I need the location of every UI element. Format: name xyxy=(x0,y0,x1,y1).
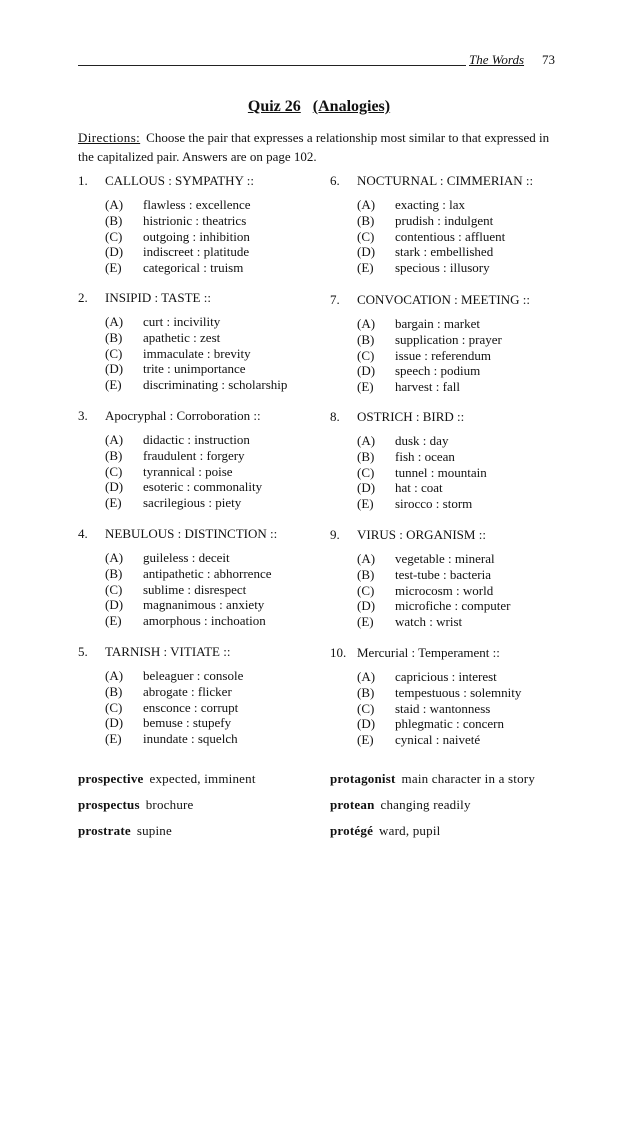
option-letter: (D) xyxy=(357,244,376,260)
option-a xyxy=(78,314,287,330)
option-letter: (B) xyxy=(105,212,123,228)
option-text: outgoing : inhibition xyxy=(143,228,250,244)
option-letter: (D) xyxy=(357,363,376,379)
option-list xyxy=(330,433,487,512)
question-stem-text: INSIPID : TASTE :: xyxy=(105,290,211,305)
question-number: 4. xyxy=(78,526,88,541)
question-number: 5. xyxy=(78,644,88,659)
option-list xyxy=(78,668,243,747)
option-e xyxy=(330,732,521,748)
question-8 xyxy=(330,409,487,512)
option-c xyxy=(78,346,287,362)
quiz-title-main: Quiz 26 xyxy=(247,98,301,115)
option-letter: (A) xyxy=(357,551,376,566)
option-text: tunnel : mountain xyxy=(395,464,487,480)
option-text: hat : coat xyxy=(395,480,443,496)
option-text: tempestuous : solemnity xyxy=(395,684,522,700)
question-stem-text: NEBULOUS : DISTINCTION :: xyxy=(105,526,278,541)
option-letter: (E) xyxy=(357,614,374,630)
directions-lead: Directions: xyxy=(78,130,141,145)
option-text: vegetable : mineral xyxy=(395,551,495,566)
option-text: sublime : disrespect xyxy=(143,581,247,597)
question-3 xyxy=(78,408,262,511)
option-d xyxy=(330,244,533,260)
question-number: 10. xyxy=(330,645,347,660)
option-text: supplication : prayer xyxy=(395,331,502,347)
question-stem xyxy=(330,409,487,425)
vocab-definition: changing readily xyxy=(380,797,471,812)
option-letter: (E) xyxy=(105,613,122,629)
option-letter: (D) xyxy=(357,598,376,614)
option-b xyxy=(78,213,254,229)
option-text: speech : podium xyxy=(395,363,481,379)
question-number: 2. xyxy=(78,290,88,305)
quiz-title-subtitle: (Analogies) xyxy=(312,98,391,115)
question-stem xyxy=(78,290,287,306)
option-text: harvest : fall xyxy=(395,379,460,395)
page-number: 73 xyxy=(542,52,555,67)
option-letter: (D) xyxy=(105,715,124,731)
option-d xyxy=(78,715,243,731)
option-text: categorical : truism xyxy=(143,260,244,276)
option-a xyxy=(330,433,487,449)
option-letter: (A) xyxy=(357,669,376,684)
question-stem-text: Mercurial : Temperament :: xyxy=(357,645,500,660)
option-text: curt : incivility xyxy=(143,314,221,329)
option-letter: (E) xyxy=(105,495,122,511)
vocab-entry xyxy=(78,823,172,839)
option-text: exacting : lax xyxy=(395,197,466,212)
question-stem-text: NOCTURNAL : CIMMERIAN :: xyxy=(357,173,534,188)
option-text: prudish : indulgent xyxy=(395,212,494,228)
option-text: esoteric : commonality xyxy=(143,479,263,495)
option-text: immaculate : brevity xyxy=(143,345,251,361)
question-stem-text: TARNISH : VITIATE :: xyxy=(105,644,231,659)
option-letter: (B) xyxy=(105,683,123,699)
vocab-definition: expected, imminent xyxy=(149,771,256,786)
option-letter: (C) xyxy=(105,699,123,715)
option-text: indiscreet : platitude xyxy=(143,244,250,260)
question-10 xyxy=(330,645,521,748)
question-stem xyxy=(330,292,530,308)
question-stem xyxy=(78,644,243,660)
option-letter: (B) xyxy=(357,566,375,582)
option-text: microcosm : world xyxy=(395,582,494,598)
option-letter: (E) xyxy=(357,732,374,748)
option-c xyxy=(78,229,254,245)
vocab-word: protégé xyxy=(330,823,374,838)
option-letter: (A) xyxy=(357,433,376,448)
option-text: issue : referendum xyxy=(395,347,492,363)
option-d xyxy=(78,244,254,260)
vocab-definition: ward, pupil xyxy=(379,823,441,838)
option-text: inundate : squelch xyxy=(143,731,238,747)
option-d xyxy=(330,598,511,614)
vocab-entry xyxy=(330,823,440,839)
option-letter: (C) xyxy=(357,228,375,244)
option-list xyxy=(330,197,533,276)
running-title: The Words xyxy=(469,52,525,67)
option-d xyxy=(78,479,262,495)
option-letter: (A) xyxy=(357,197,376,212)
question-5 xyxy=(78,644,243,747)
question-stem-text: CALLOUS : SYMPATHY :: xyxy=(105,173,254,188)
question-4 xyxy=(78,526,277,629)
option-letter: (A) xyxy=(105,668,124,683)
option-e xyxy=(78,377,287,393)
option-c xyxy=(78,464,262,480)
option-text: antipathetic : abhorrence xyxy=(143,565,272,581)
option-text: test-tube : bacteria xyxy=(395,566,492,582)
option-e xyxy=(330,260,533,276)
option-letter: (C) xyxy=(105,228,123,244)
option-letter: (B) xyxy=(357,212,375,228)
option-letter: (C) xyxy=(105,581,123,597)
quiz-title xyxy=(0,98,638,116)
directions xyxy=(78,129,560,166)
option-d xyxy=(330,363,530,379)
option-letter: (C) xyxy=(105,463,123,479)
option-a xyxy=(78,550,277,566)
vocab-entry xyxy=(78,797,194,813)
option-letter: (A) xyxy=(105,314,124,329)
option-letter: (C) xyxy=(357,464,375,480)
option-text: contentious : affluent xyxy=(395,228,506,244)
option-b xyxy=(330,567,511,583)
option-letter: (D) xyxy=(105,244,124,260)
vocab-word: protagonist xyxy=(330,771,396,786)
option-a xyxy=(78,197,254,213)
vocab-entry xyxy=(78,771,256,787)
question-stem-text: VIRUS : ORGANISM :: xyxy=(357,527,486,542)
option-c xyxy=(78,582,277,598)
vocab-word: prospectus xyxy=(78,797,140,812)
vocab-definition: brochure xyxy=(145,797,194,812)
option-list xyxy=(78,314,287,393)
option-letter: (C) xyxy=(357,582,375,598)
option-letter: (B) xyxy=(357,448,375,464)
option-d xyxy=(78,597,277,613)
option-list xyxy=(330,316,530,395)
option-e xyxy=(330,496,487,512)
question-number: 6. xyxy=(330,173,340,188)
question-7 xyxy=(330,292,530,395)
option-text: bargain : market xyxy=(395,316,480,331)
header-rule xyxy=(78,65,466,66)
option-letter: (C) xyxy=(105,345,123,361)
option-text: fish : ocean xyxy=(395,448,455,464)
option-a xyxy=(330,669,521,685)
page-header xyxy=(78,52,561,68)
question-stem xyxy=(78,408,262,424)
option-letter: (D) xyxy=(105,479,124,495)
option-text: watch : wrist xyxy=(395,614,463,630)
option-d xyxy=(330,716,521,732)
option-letter: (E) xyxy=(357,379,374,395)
option-text: ensconce : corrupt xyxy=(143,699,239,715)
option-letter: (A) xyxy=(357,316,376,331)
option-text: phlegmatic : concern xyxy=(395,716,505,732)
option-text: guileless : deceit xyxy=(143,550,230,565)
option-text: apathetic : zest xyxy=(143,329,221,345)
option-letter: (C) xyxy=(357,347,375,363)
option-b xyxy=(78,684,243,700)
option-letter: (A) xyxy=(105,197,124,212)
option-a xyxy=(78,432,262,448)
option-letter: (E) xyxy=(105,260,122,276)
option-text: cynical : naiveté xyxy=(395,732,481,748)
option-text: beleaguer : console xyxy=(143,668,244,683)
option-c xyxy=(330,583,511,599)
option-letter: (C) xyxy=(357,700,375,716)
directions-text: Choose the pair that expresses a relationship most similar to that expressed in the capitalized pair. Answers are on page 102. xyxy=(78,130,550,164)
option-letter: (D) xyxy=(357,480,376,496)
option-text: specious : illusory xyxy=(395,260,490,276)
option-b xyxy=(78,330,287,346)
option-b xyxy=(330,332,530,348)
option-text: didactic : instruction xyxy=(143,432,250,447)
option-letter: (B) xyxy=(105,447,123,463)
option-e xyxy=(330,379,530,395)
question-6 xyxy=(330,173,533,276)
question-number: 8. xyxy=(330,409,340,424)
question-stem xyxy=(330,173,533,189)
option-letter: (A) xyxy=(105,432,124,447)
option-text: sirocco : storm xyxy=(395,496,473,512)
option-text: tyrannical : poise xyxy=(143,463,233,479)
vocab-word: prospective xyxy=(78,771,144,786)
option-list xyxy=(330,551,511,630)
question-stem xyxy=(330,645,521,661)
option-letter: (E) xyxy=(105,377,122,393)
question-number: 1. xyxy=(78,173,88,188)
option-letter: (D) xyxy=(357,716,376,732)
question-number: 7. xyxy=(330,292,340,307)
option-letter: (A) xyxy=(105,550,124,565)
vocab-entry xyxy=(330,771,535,787)
option-b xyxy=(78,566,277,582)
vocab-entry xyxy=(330,797,471,813)
option-e xyxy=(78,260,254,276)
option-c xyxy=(330,701,521,717)
option-letter: (E) xyxy=(357,260,374,276)
option-text: microfiche : computer xyxy=(395,598,511,614)
option-letter: (D) xyxy=(105,361,124,377)
question-1 xyxy=(78,173,254,276)
option-b xyxy=(78,448,262,464)
option-b xyxy=(330,449,487,465)
option-b xyxy=(330,685,521,701)
option-c xyxy=(330,465,487,481)
question-stem xyxy=(78,173,254,189)
option-letter: (E) xyxy=(357,496,374,512)
option-list xyxy=(78,550,277,629)
option-text: capricious : interest xyxy=(395,669,497,684)
option-text: amorphous : inchoation xyxy=(143,613,266,629)
option-e xyxy=(78,613,277,629)
option-text: flawless : excellence xyxy=(143,197,251,212)
question-2 xyxy=(78,290,287,393)
option-d xyxy=(78,361,287,377)
option-list xyxy=(330,669,521,748)
option-letter: (B) xyxy=(105,565,123,581)
option-text: magnanimous : anxiety xyxy=(143,597,265,613)
question-stem xyxy=(330,527,511,543)
option-letter: (B) xyxy=(357,331,375,347)
option-text: sacrilegious : piety xyxy=(143,495,242,511)
vocab-word: prostrate xyxy=(78,823,131,838)
option-text: staid : wantonness xyxy=(395,700,491,716)
option-list xyxy=(78,197,254,276)
option-e xyxy=(78,495,262,511)
option-a xyxy=(330,197,533,213)
question-number: 3. xyxy=(78,408,88,423)
option-letter: (B) xyxy=(357,684,375,700)
option-d xyxy=(330,480,487,496)
option-text: bemuse : stupefy xyxy=(143,715,232,731)
option-text: trite : unimportance xyxy=(143,361,246,377)
option-a xyxy=(330,316,530,332)
option-b xyxy=(330,213,533,229)
option-list xyxy=(78,432,262,511)
vocab-word: protean xyxy=(330,797,375,812)
option-letter: (B) xyxy=(105,329,123,345)
option-c xyxy=(78,700,243,716)
question-9 xyxy=(330,527,511,630)
option-text: dusk : day xyxy=(395,433,449,448)
option-e xyxy=(330,614,511,630)
option-text: abrogate : flicker xyxy=(143,683,232,699)
option-a xyxy=(330,551,511,567)
vocab-definition: supine xyxy=(136,823,172,838)
option-c xyxy=(330,229,533,245)
option-e xyxy=(78,731,243,747)
option-text: discriminating : scholarship xyxy=(143,377,288,393)
option-c xyxy=(330,348,530,364)
question-stem-text: Apocryphal : Corroboration :: xyxy=(105,408,261,423)
question-stem-text: CONVOCATION : MEETING :: xyxy=(357,292,530,307)
option-letter: (E) xyxy=(105,731,122,747)
option-letter: (D) xyxy=(105,597,124,613)
vocab-definition: main character in a story xyxy=(401,771,536,786)
question-stem xyxy=(78,526,277,542)
option-text: histrionic : theatrics xyxy=(143,212,247,228)
question-number: 9. xyxy=(330,527,340,542)
option-text: stark : embellished xyxy=(395,244,494,260)
question-stem-text: OSTRICH : BIRD :: xyxy=(357,409,465,424)
option-a xyxy=(78,668,243,684)
option-text: fraudulent : forgery xyxy=(143,447,245,463)
